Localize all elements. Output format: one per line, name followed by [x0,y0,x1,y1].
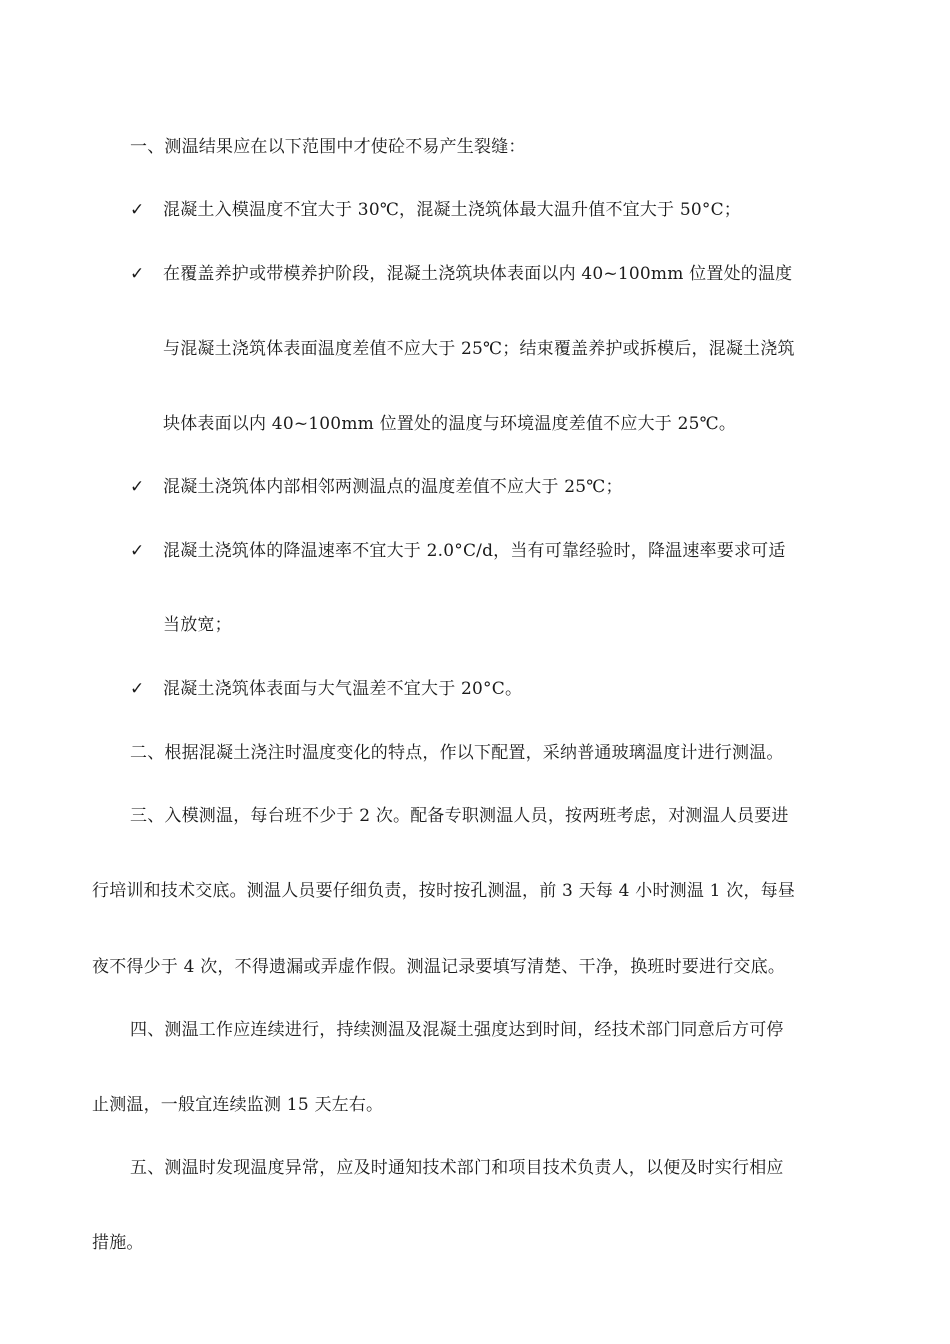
section-4-line-2: 止测温，一般宜连续监测 15 天左右。 [92,1095,384,1115]
section-2-line-1: 二、根据混凝土浇注时温度变化的特点，作以下配置，采纳普通玻璃温度计进行测温。 [130,743,784,763]
criterion-3-line-1: 混凝土浇筑体内部相邻两测温点的温度差值不应大于 25℃； [163,477,623,497]
criterion-2-line-1: 在覆盖养护或带模养护阶段，混凝土浇筑块体表面以内 40~100mm 位置处的温度 [163,264,793,284]
section-3-line-1: 三、入模测温，每台班不少于 2 次。配备专职测温人员，按两班考虑，对测温人员要进 [130,806,789,826]
criterion-1-line-1: 混凝土入模温度不宜大于 30℃，混凝土浇筑体最大温升值不宜大于 50°C； [163,200,741,220]
check-mark-icon: ✓ [130,541,145,561]
criterion-4-line-2: 当放宽； [163,615,232,635]
criterion-2-line-2: 与混凝土浇筑体表面温度差值不应大于 25℃；结束覆盖养护或拆模后，混凝土浇筑 [163,339,795,359]
check-mark-icon: ✓ [130,679,145,699]
check-mark-icon: ✓ [130,264,145,284]
criterion-4-line-1: 混凝土浇筑体的降温速率不宜大于 2.0°C/d，当有可靠经验时，降温速率要求可适 [163,541,786,561]
section-3-line-3: 夜不得少于 4 次，不得遗漏或弄虚作假。测温记录要填写清楚、干净，换班时要进行交底。 [92,957,786,977]
section-3-line-2: 行培训和技术交底。测温人员要仔细负责，按时按孔测温，前 3 天每 4 小时测温 1 次，每昼 [92,881,796,901]
section-1-heading: 一、测温结果应在以下范围中才使砼不易产生裂缝： [130,137,526,157]
criterion-5-line-1: 混凝土浇筑体表面与大气温差不宜大于 20°C。 [163,679,523,699]
section-5-line-1: 五、测温时发现温度异常，应及时通知技术部门和项目技术负责人，以便及时实行相应 [130,1158,784,1178]
check-mark-icon: ✓ [130,200,145,220]
section-4-line-1: 四、测温工作应连续进行，持续测温及混凝土强度达到时间，经技术部门同意后方可停 [130,1020,784,1040]
section-5-line-2: 措施。 [92,1233,144,1253]
check-mark-icon: ✓ [130,477,145,497]
criterion-2-line-3: 块体表面以内 40~100mm 位置处的温度与环境温度差值不应大于 25℃。 [163,414,737,434]
